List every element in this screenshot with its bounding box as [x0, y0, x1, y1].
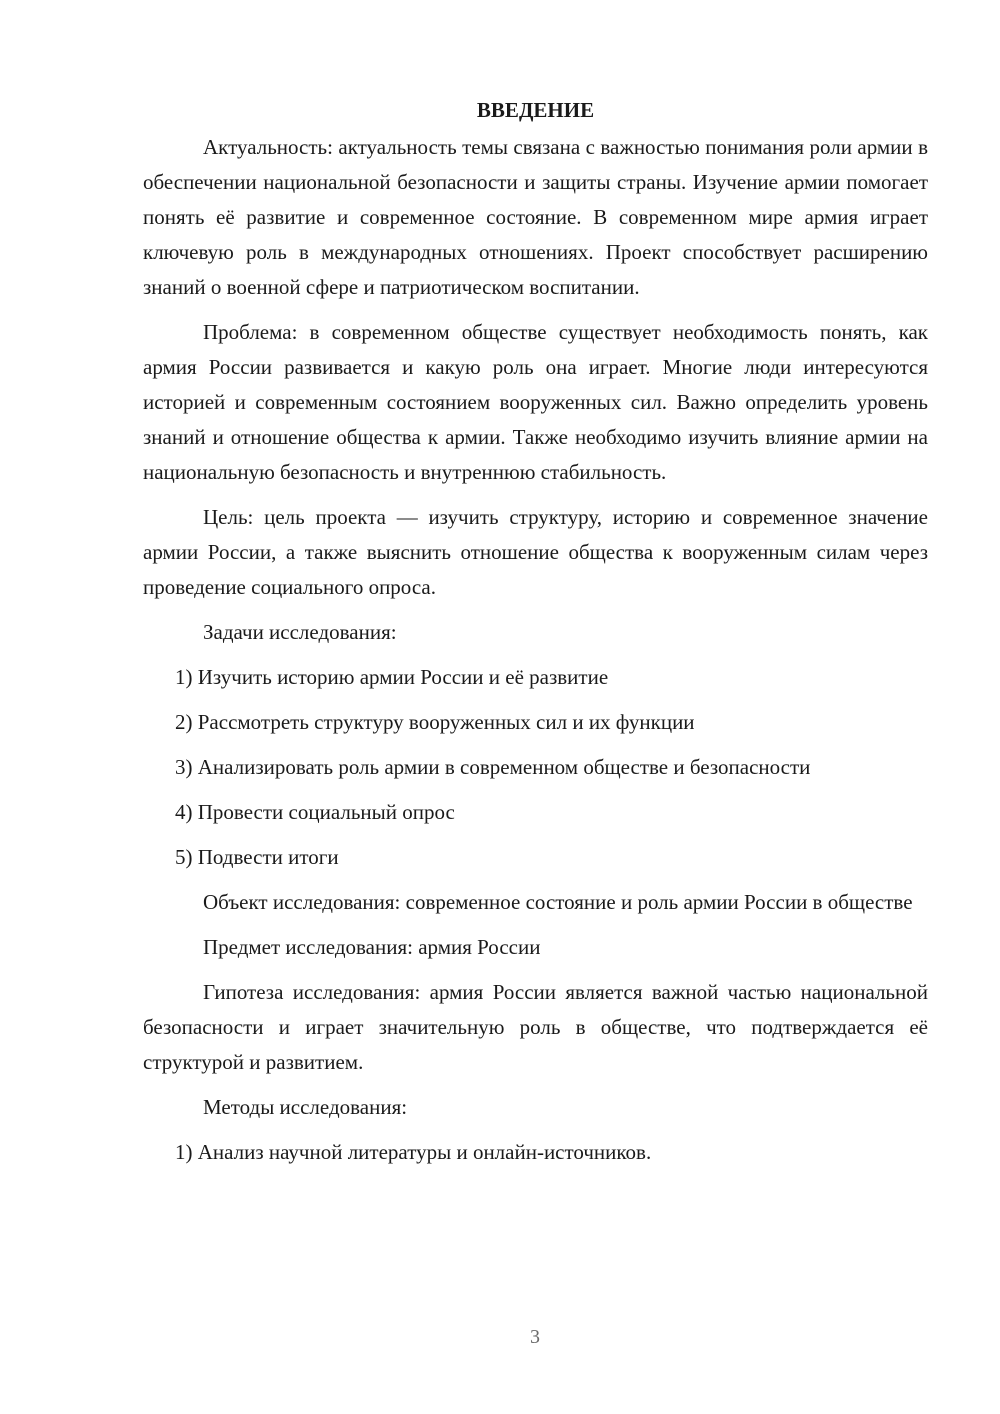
methods-heading: Методы исследования: [203, 1095, 408, 1119]
task-item: 4) Провести социальный опрос [175, 800, 455, 824]
document-page [143, 92, 928, 1180]
subject-paragraph: Предмет исследования: армия России [203, 935, 541, 959]
task-item: 3) Анализировать роль армии в современном обществе и безопасности [175, 755, 811, 779]
goal-paragraph: Цель: цель проекта — изучить структуру, историю и современное значение армии России, а также выяснить отношение общества к вооруженным силам через проведение социального опроса. [143, 505, 928, 599]
task-item: 5) Подвести итоги [175, 845, 339, 869]
object-paragraph: Объект исследования: современное состояние и роль армии России в обществе [203, 890, 913, 914]
section-title: ВВЕДЕНИЕ [476, 98, 595, 122]
task-item: 2) Рассмотреть структуру вооруженных сил и их функции [175, 710, 695, 734]
hypothesis-paragraph: Гипотеза исследования: армия России является важной частью национальной безопасности и играет значительную роль в обществе, что подтверждается её структурой и развитием. [143, 980, 928, 1074]
relevance-paragraph: Актуальность: актуальность темы связана с важностью понимания роли армии в обеспечении национальной безопасности и защиты страны. Изучение армии помогает понять её развитие и современное состояние. В современном мире армия играет ключевую роль в международных отношениях. Проект способствует расширению знаний о военной сфере и патриотическом воспитании. [143, 135, 928, 299]
tasks-heading: Задачи исследования: [203, 620, 397, 644]
task-item: 1) Изучить историю армии России и её развитие [175, 665, 609, 689]
method-item: 1) Анализ научной литературы и онлайн-источников. [175, 1140, 652, 1164]
page-number: 3 [530, 1326, 540, 1348]
problem-paragraph: Проблема: в современном обществе существует необходимость понять, как армия России развивается и какую роль она играет. Многие люди интересуются историей и современным состоянием вооруженных сил. Важно определить уровень знаний и отношение общества к армии. Также необходимо изучить влияние армии на национальную безопасность и внутреннюю стабильность. [143, 320, 928, 484]
